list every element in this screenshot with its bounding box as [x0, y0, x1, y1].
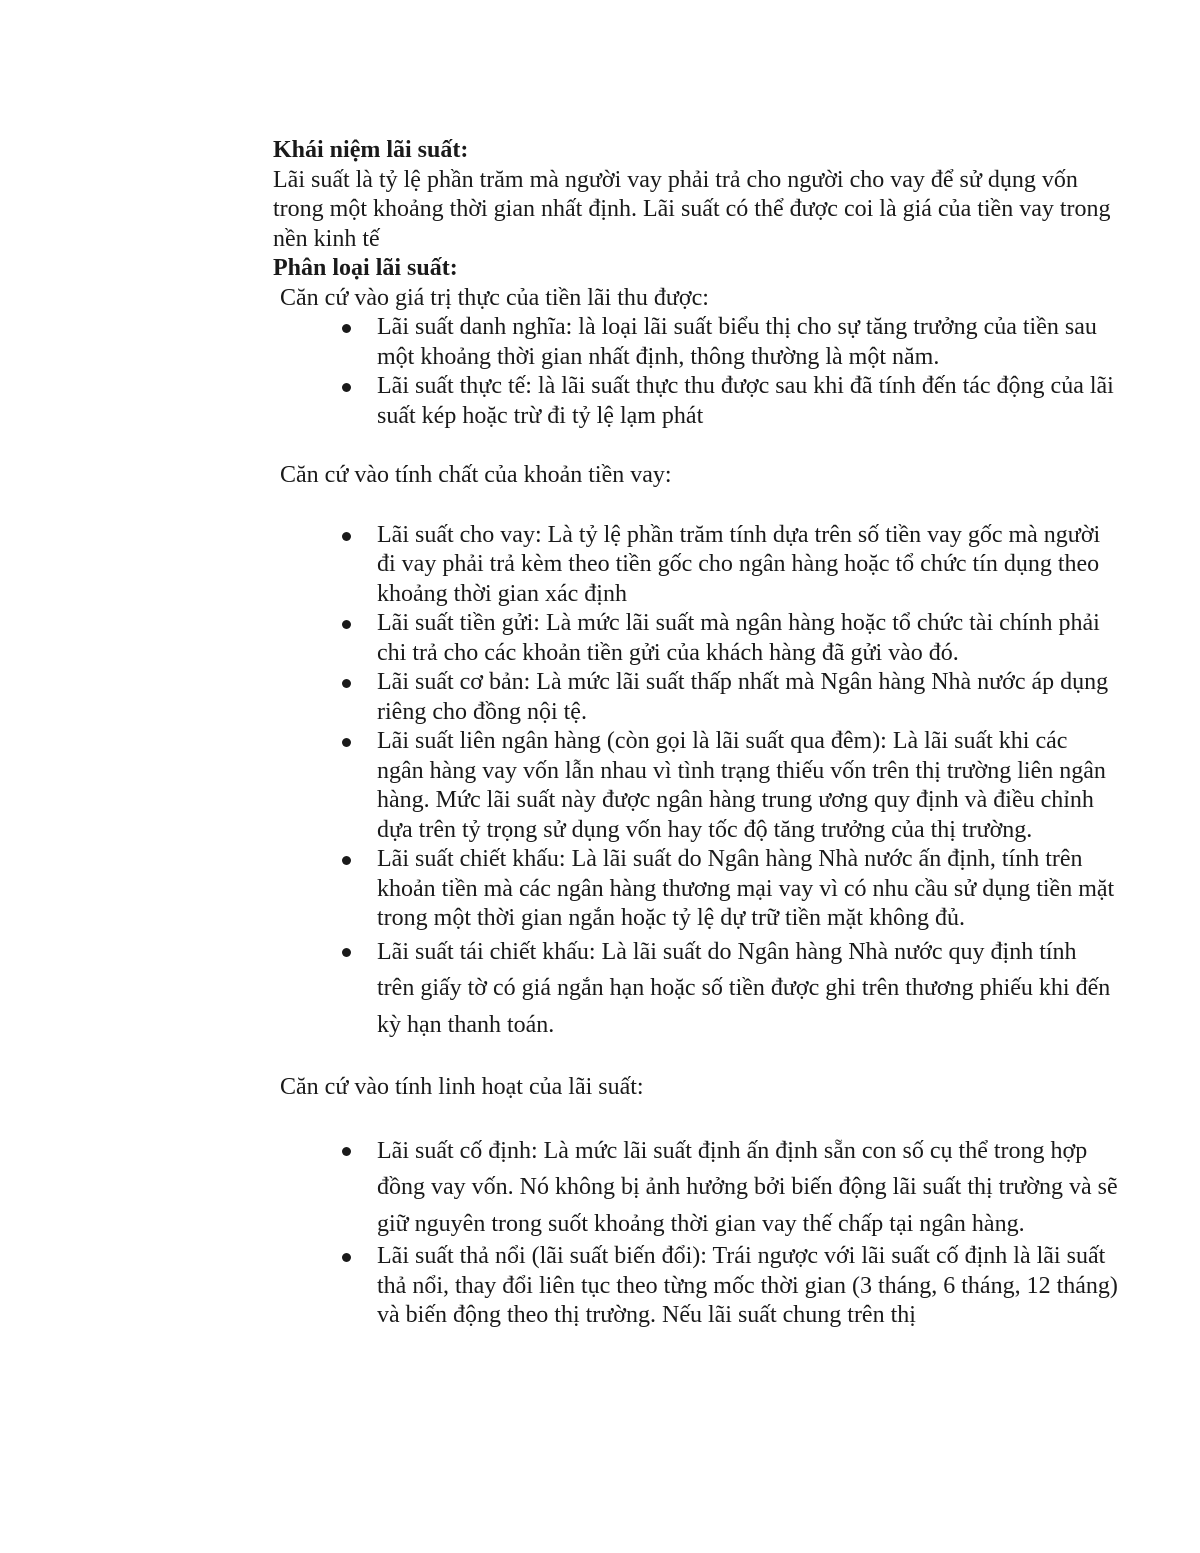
list-item-text: Lãi suất danh nghĩa: là loại lãi suất biểu thị cho sự tăng trưởng của tiền sau một khoảng thời gian nhất định, thông thường là một năm.: [377, 314, 1097, 370]
spacer: [273, 1043, 1118, 1073]
heading-interest-concept: Khái niệm lãi suất:: [273, 137, 469, 163]
list-item-text: Lãi suất cho vay: Là tỷ lệ phần trăm tính dựa trên số tiền vay gốc mà người đi vay phải trả kèm theo tiền gốc cho ngân hàng hoặc tổ chức tín dụng theo khoảng thời gian xác định: [377, 521, 1101, 607]
list-item-text: Lãi suất tiền gửi: Là mức lãi suất mà ngân hàng hoặc tổ chức tài chính phải chi trả cho các khoản tiền gửi của khách hàng đã gửi vào đó.: [377, 610, 1100, 666]
bullet-list-flexibility: [273, 1133, 1118, 1331]
heading-interest-classification: Phân loại lãi suất:: [273, 255, 458, 281]
bullet-icon: [342, 1253, 351, 1262]
bullet-icon: [342, 532, 351, 541]
document-body: [273, 136, 1118, 1331]
list-item: [273, 727, 1118, 845]
list-item: [273, 845, 1118, 934]
category-loan-nature: Căn cứ vào tính chất của khoản tiền vay:: [280, 462, 672, 488]
list-item-text: Lãi suất chiết khấu: Là lãi suất do Ngân hàng Nhà nước ấn định, tính trên khoản tiền mà các ngân hàng thương mại vay vì có nhu cầu sử dụng tiền mặt trong một thời gian ngắn hoặc tỷ lệ dự trữ tiền mặt không đủ.: [377, 846, 1115, 931]
bullet-icon: [342, 738, 351, 747]
list-item: [273, 372, 1118, 431]
list-item-text: Lãi suất cố định: Là mức lãi suất định ấn định sẵn con số cụ thể trong hợp đồng vay vốn. Nó không bị ảnh hưởng bởi biến động lãi suất thị trường và sẽ giữ nguyên trong suốt khoảng thời gian vay thế chấp tại ngân hàng.: [377, 1137, 1118, 1237]
bullet-list-loan-nature: [273, 521, 1118, 1044]
category-real-value: Căn cứ vào giá trị thực của tiền lãi thu được:: [280, 284, 709, 311]
bullet-icon: [342, 324, 351, 333]
spacer: [273, 491, 1118, 521]
list-item: [273, 668, 1118, 727]
bullet-list-real-value: [273, 313, 1118, 431]
list-item: [273, 521, 1118, 610]
list-item-text: Lãi suất liên ngân hàng (còn gọi là lãi suất qua đêm): Là lãi suất khi các ngân hàng vay vốn lẫn nhau vì tình trạng thiếu vốn trên thị trường liên ngân hàng. Mức lãi suất này được ngân hàng trung ương quy định và điều chỉnh dựa trên tỷ trọng sử dụng vốn hay tốc độ tăng trưởng của thị trường.: [377, 728, 1106, 843]
list-item-text: Lãi suất thả nổi (lãi suất biến đổi): Trái ngược với lãi suất cố định là lãi suất thả nổi, thay đổi liên tục theo từng mốc thời gian (3 tháng, 6 tháng, 12 tháng) và biến động theo thị trường. Nếu lãi suất chung trên thị: [377, 1243, 1118, 1328]
category-flexibility: Căn cứ vào tính linh hoạt của lãi suất:: [280, 1074, 644, 1100]
bullet-icon: [342, 620, 351, 629]
bullet-icon: [342, 1147, 351, 1156]
list-item: [273, 313, 1118, 372]
list-item: [273, 1242, 1118, 1331]
bullet-icon: [342, 948, 351, 957]
bullet-icon: [342, 856, 351, 865]
spacer: [273, 1103, 1118, 1133]
list-item-text: Lãi suất cơ bản: Là mức lãi suất thấp nhất mà Ngân hàng Nhà nước áp dụng riêng cho đồng nội tệ.: [377, 669, 1109, 725]
bullet-icon: [342, 383, 351, 392]
bullet-icon: [342, 679, 351, 688]
list-item: [273, 934, 1118, 1044]
definition-paragraph: Lãi suất là tỷ lệ phần trăm mà người vay phải trả cho người cho vay để sử dụng vốn trong một khoảng thời gian nhất định. Lãi suất có thể được coi là giá của tiền vay trong nền kinh tế: [273, 166, 1111, 252]
spacer: [273, 431, 1118, 461]
list-item: [273, 1133, 1118, 1243]
list-item-text: Lãi suất thực tế: là lãi suất thực thu được sau khi đã tính đến tác động của lãi suất kép hoặc trừ đi tỷ lệ lạm phát: [377, 373, 1114, 429]
list-item: [273, 609, 1118, 668]
list-item-text: Lãi suất tái chiết khấu: Là lãi suất do Ngân hàng Nhà nước quy định tính trên giấy tờ có giá ngắn hạn hoặc số tiền được ghi trên thương phiếu khi đến kỳ hạn thanh toán.: [377, 938, 1111, 1038]
